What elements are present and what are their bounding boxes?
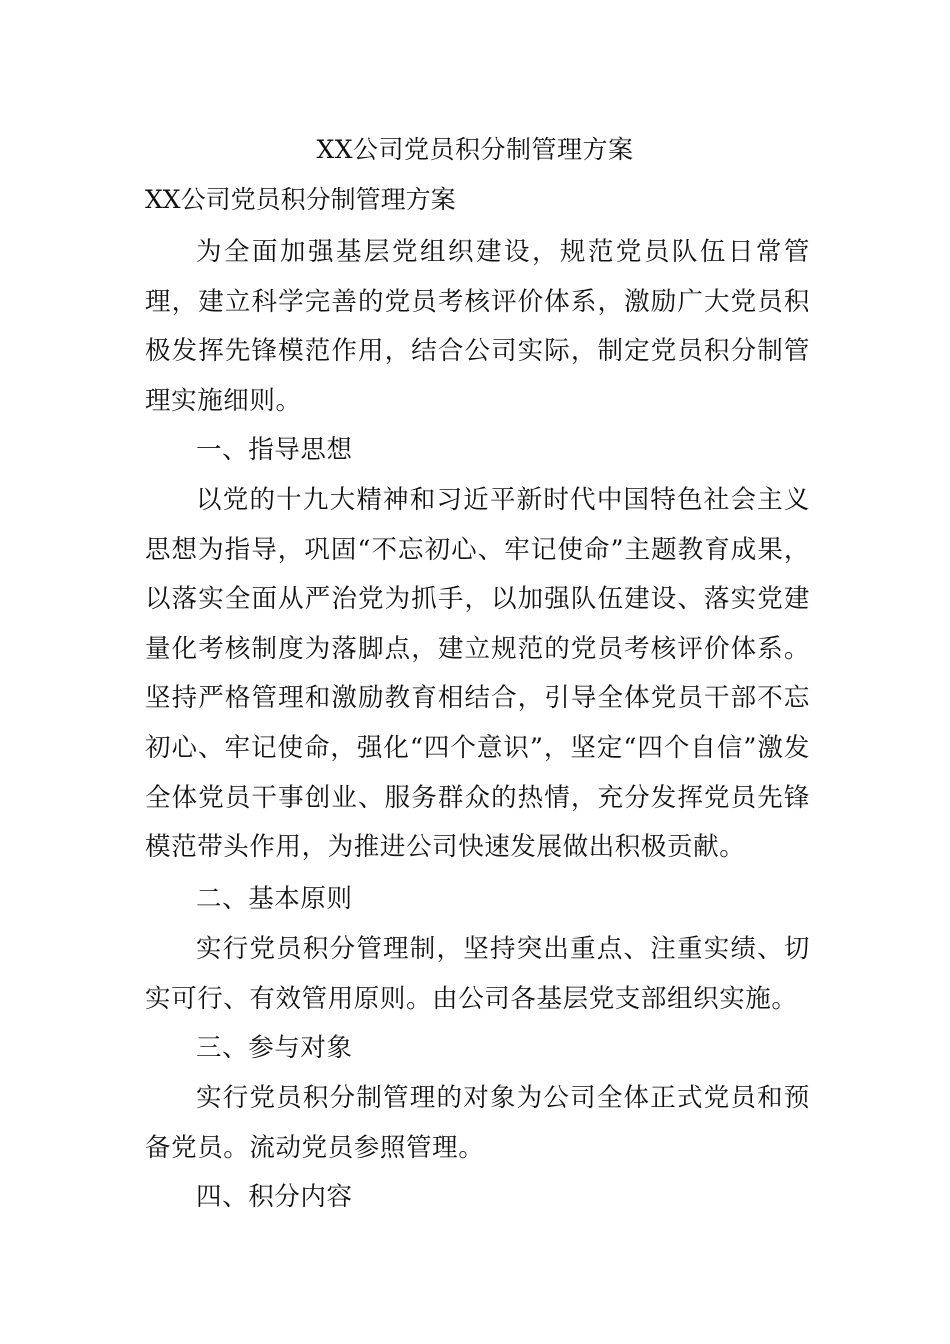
section-heading-participants: 三、参与对象 bbox=[196, 1033, 353, 1063]
intro-paragraph: 为全面加强基层党组织建设，规范党员队伍日常管理，建立科学完善的党员考核评价体系，激励广大党员积极发挥先锋模范作用，结合公司实际，制定党员积分制管理实施细则。 bbox=[145, 237, 810, 416]
document-subtitle: XX公司党员积分制管理方案 bbox=[145, 185, 456, 214]
section-paragraph-participants: 实行党员积分制管理的对象为公司全体正式党员和预备党员。流动党员参照管理。 bbox=[145, 1083, 810, 1163]
document-title: XX公司党员积分制管理方案 bbox=[316, 135, 634, 164]
section-heading-points-content: 四、积分内容 bbox=[196, 1182, 353, 1212]
section-paragraph-guiding-ideology: 以党的十九大精神和习近平新时代中国特色社会主义思想为指导，巩固“不忘初心、牢记使命”主题教育成果，以落实全面从严治党为抓手，以加强队伍建设、落实党建量化考核制度为落脚点，建立规范的党员考核评价体系。坚持严格管理和激励教育相结合，引导全体党员干部不忘初心、牢记使命，强化“四个意识”，坚定“四个自信”激发全体党员干事创业、服务群众的热情，充分发挥党员先锋模范带头作用，为推进公司快速发展做出积极贡献。 bbox=[145, 485, 810, 863]
section-heading-guiding-ideology: 一、指导思想 bbox=[196, 435, 353, 465]
section-paragraph-basic-principles: 实行党员积分管理制，坚持突出重点、注重实绩、切实可行、有效管用原则。由公司各基层党支部组织实施。 bbox=[145, 934, 810, 1014]
section-heading-basic-principles: 二、基本原则 bbox=[196, 884, 353, 914]
